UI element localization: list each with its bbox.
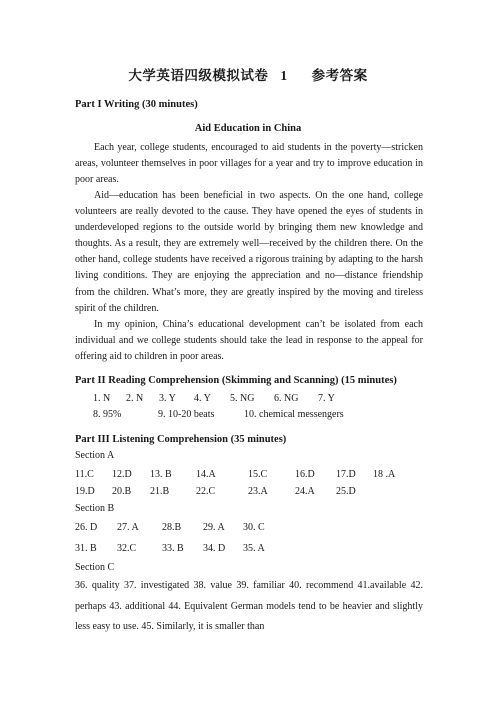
essay-title: Aid Education in China xyxy=(194,123,302,134)
answer: 13. B xyxy=(150,469,172,480)
section-b-label: Section B xyxy=(75,503,115,514)
answer: 11.C xyxy=(75,469,94,480)
answer: 2. N xyxy=(126,393,144,404)
title-main: 大学英语四级模拟试卷 xyxy=(128,68,269,83)
answer: 8. 95% xyxy=(93,409,122,420)
section-a-label: Section A xyxy=(75,450,115,461)
essay-paragraph-3: In my opinion, China’s educational development can’t be isolated from each individual and we college students should take the lead in response to the appeal for offering aid to children in poor areas. xyxy=(75,319,423,363)
section-a-answers-row-1 xyxy=(75,469,395,480)
answer: 24.A xyxy=(295,486,315,497)
answer: 14.A xyxy=(196,469,216,480)
answer: 21.B xyxy=(150,486,170,497)
answer: 30. C xyxy=(243,522,265,533)
answer: 26. D xyxy=(75,522,98,533)
answer: 31. B xyxy=(75,543,97,554)
answer: 22.C xyxy=(196,486,216,497)
title-suffix: 参考答案 xyxy=(311,68,368,83)
answer: 25.D xyxy=(336,486,356,497)
answer: 6. NG xyxy=(274,393,299,404)
answer: 9. 10-20 beats xyxy=(158,409,215,420)
answer: 28.B xyxy=(162,522,182,533)
answer: 7. Y xyxy=(318,393,335,404)
answer: 18 .A xyxy=(373,469,396,480)
answer: 5. NG xyxy=(230,393,255,404)
section-a-answers-row-2 xyxy=(75,486,356,497)
essay-paragraph-2: Aid—education has been beneficial in two aspects. On the one hand, college volunteers are really devoted to the cause. They have opened the eyes of students in underdeveloped regions to the outside world by bringing them new knowledge and thoughts. As a result, they are extremely well—received by the children there. On the other hand, college students have received a rigorous training by adapting to the harsh living conditions. They are enjoying the appreciation and no—distance friendship from the children. What’s more, they are greatly inspired by the moving and tireless spirit of the children. xyxy=(75,190,423,314)
answer: 20.B xyxy=(112,486,132,497)
section-b-answers-row-1 xyxy=(75,522,265,533)
part2-heading: Part II Reading Comprehension (Skimming and Scanning) (15 minutes) xyxy=(75,375,397,386)
answer: 3. Y xyxy=(159,393,176,404)
section-b-answers-row-2 xyxy=(75,543,265,554)
part1-heading: Part I Writing (30 minutes) xyxy=(75,99,198,110)
answer: 12.D xyxy=(112,469,132,480)
answer: 33. B xyxy=(162,543,184,554)
answer: 4. Y xyxy=(194,393,211,404)
answer: 35. A xyxy=(243,543,265,554)
answer: 15.C xyxy=(248,469,268,480)
answer: 34. D xyxy=(203,543,226,554)
answer: 16.D xyxy=(295,469,315,480)
section-c-label: Section C xyxy=(75,562,115,573)
part3-heading: Part III Listening Comprehension (35 minutes) xyxy=(75,434,287,445)
essay-paragraph-1: Each year, college students, encouraged to aid students in the poverty—stricken areas, volunteer themselves in poor villages for a year and try to improve education in poor areas. xyxy=(75,142,423,186)
answer: 10. chemical messengers xyxy=(244,409,344,420)
answer: 32.C xyxy=(117,543,137,554)
answer: 1. N xyxy=(93,393,111,404)
part2-answers-row-2 xyxy=(93,409,344,420)
answer: 23.A xyxy=(248,486,268,497)
title-number: 1 xyxy=(280,68,288,83)
answer: 17.D xyxy=(336,469,356,480)
answer: 29. A xyxy=(203,522,225,533)
page-title xyxy=(0,64,496,84)
section-c-answers: 36. quality 37. investigated 38. value 39. familiar 40. recommend 41.available 42. perhaps 43. additional 44. Equivalent German models tend to be heavier and slightly less easy to use. 45. Similarly, it is smaller than xyxy=(75,580,423,632)
answer: 27. A xyxy=(117,522,139,533)
answer: 19.D xyxy=(75,486,95,497)
part2-answers-row-1 xyxy=(93,393,335,404)
